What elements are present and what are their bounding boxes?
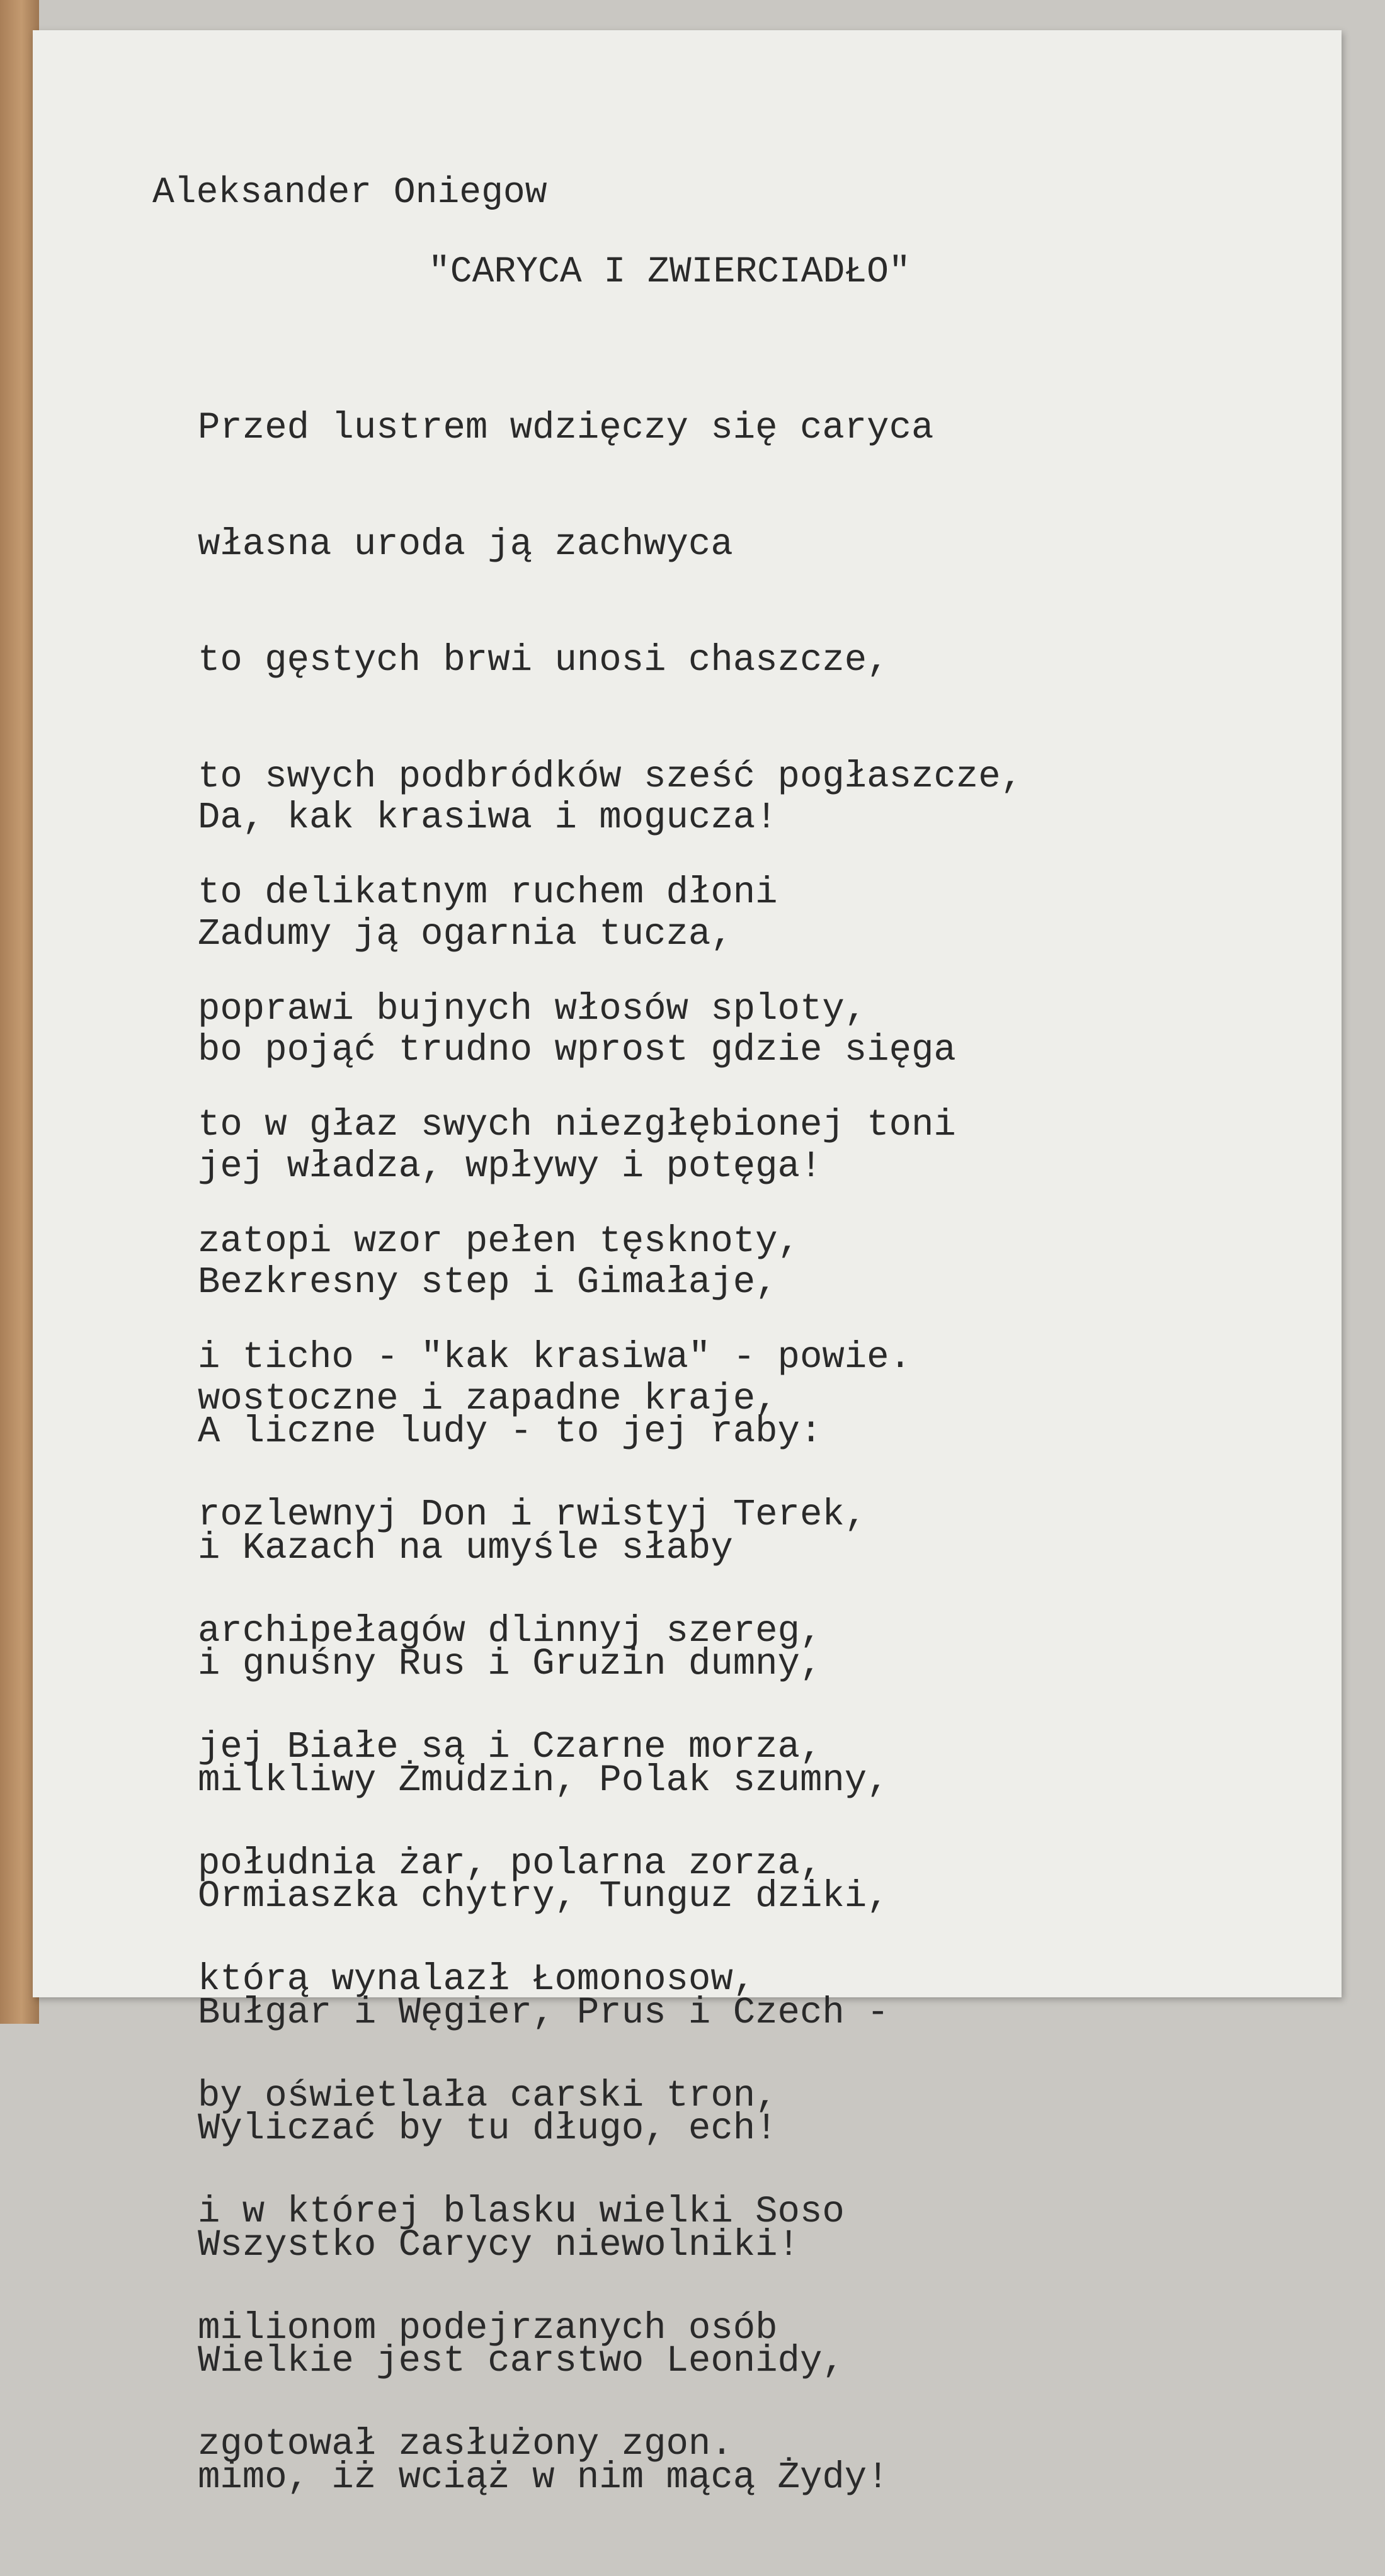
- poem-line: archipełagów dlinnyj szereg,: [198, 1609, 823, 1652]
- poem-line: to delikatnym ruchem dłoni: [198, 871, 778, 914]
- author-name: Aleksander Oniegow: [152, 173, 547, 213]
- poem-line: poprawi bujnych włosów sploty,: [198, 987, 867, 1030]
- poem-line: jej Białe są i Czarne morza,: [198, 1726, 823, 1768]
- poem-title: "CARYCA I ZWIERCIADŁO": [428, 252, 911, 293]
- poem-line: i Kazach na umyśle słaby: [198, 1526, 733, 1569]
- stanza-3: [198, 1335, 889, 2574]
- poem-line: zatopi wzor pełen tęsknoty,: [198, 1220, 800, 1262]
- poem-line: milkliwy Żmudzin, Polak szumny,: [198, 1759, 889, 1801]
- poem-line: to gęstych brwi unosi chaszcze,: [198, 639, 889, 681]
- poem-line: milionom podejrzanych osób: [198, 2306, 778, 2349]
- poem-line: Bezkresny step i Gimałaje,: [198, 1261, 778, 1303]
- poem-line: Ormiaszka chytry, Tunguz dziki,: [198, 1875, 889, 1917]
- poem-line: i ticho - "kak krasiwa" - powie.: [198, 1336, 911, 1378]
- poem-line: to swych podbródków sześć pogłaszcze,: [198, 755, 1023, 798]
- poem-line: Przed lustrem wdzięczy się caryca: [198, 407, 934, 449]
- poem-line: wostoczne i zapadne kraje,: [198, 1377, 778, 1420]
- poem-line: to w głaz swych niezgłębionej toni: [198, 1104, 956, 1146]
- poem-line: Wielkie jest carstwo Leonidy,: [198, 2340, 845, 2382]
- poem-line: mimo, iż wciąż w nim mącą Żydy!: [198, 2456, 889, 2499]
- poem-line: i w której blasku wielki Soso: [198, 2191, 845, 2233]
- poem-line: jej władza, wpływy i potęga!: [198, 1145, 823, 1188]
- poem-line: Da, kak krasiwa i mogucza!: [198, 797, 778, 839]
- poem-line: Bułgar i Węgier, Prus i Czech -: [198, 1991, 889, 2034]
- poem-line: którą wynalazł Łomonosow,: [198, 1958, 756, 2000]
- poem-line: Wszystko Carycy niewolniki!: [198, 2223, 800, 2266]
- poem-line: Wyliczać by tu długo, ech!: [198, 2108, 778, 2150]
- typewritten-page: [33, 30, 1342, 2499]
- poem-line: bo pojąć trudno wprost gdzie sięga: [198, 1029, 956, 1071]
- poem-line: rozlewnyj Don i rwistyj Terek,: [198, 1494, 867, 1536]
- poem-line: południa żar, polarna zorza,: [198, 1842, 823, 1885]
- poem-line: by oświetlała carski tron,: [198, 2074, 778, 2117]
- poem-line: zgotował zasłużony zgon.: [198, 2423, 733, 2465]
- poem-line: Zadumy ją ogarnia tucza,: [198, 912, 733, 955]
- poem-line: A liczne ludy - to jej raby:: [198, 1410, 823, 1453]
- poem-line: własna uroda ją zachwyca: [198, 523, 733, 565]
- poem-line: i gnuśny Rus i Gruzin dumny,: [198, 1643, 823, 1685]
